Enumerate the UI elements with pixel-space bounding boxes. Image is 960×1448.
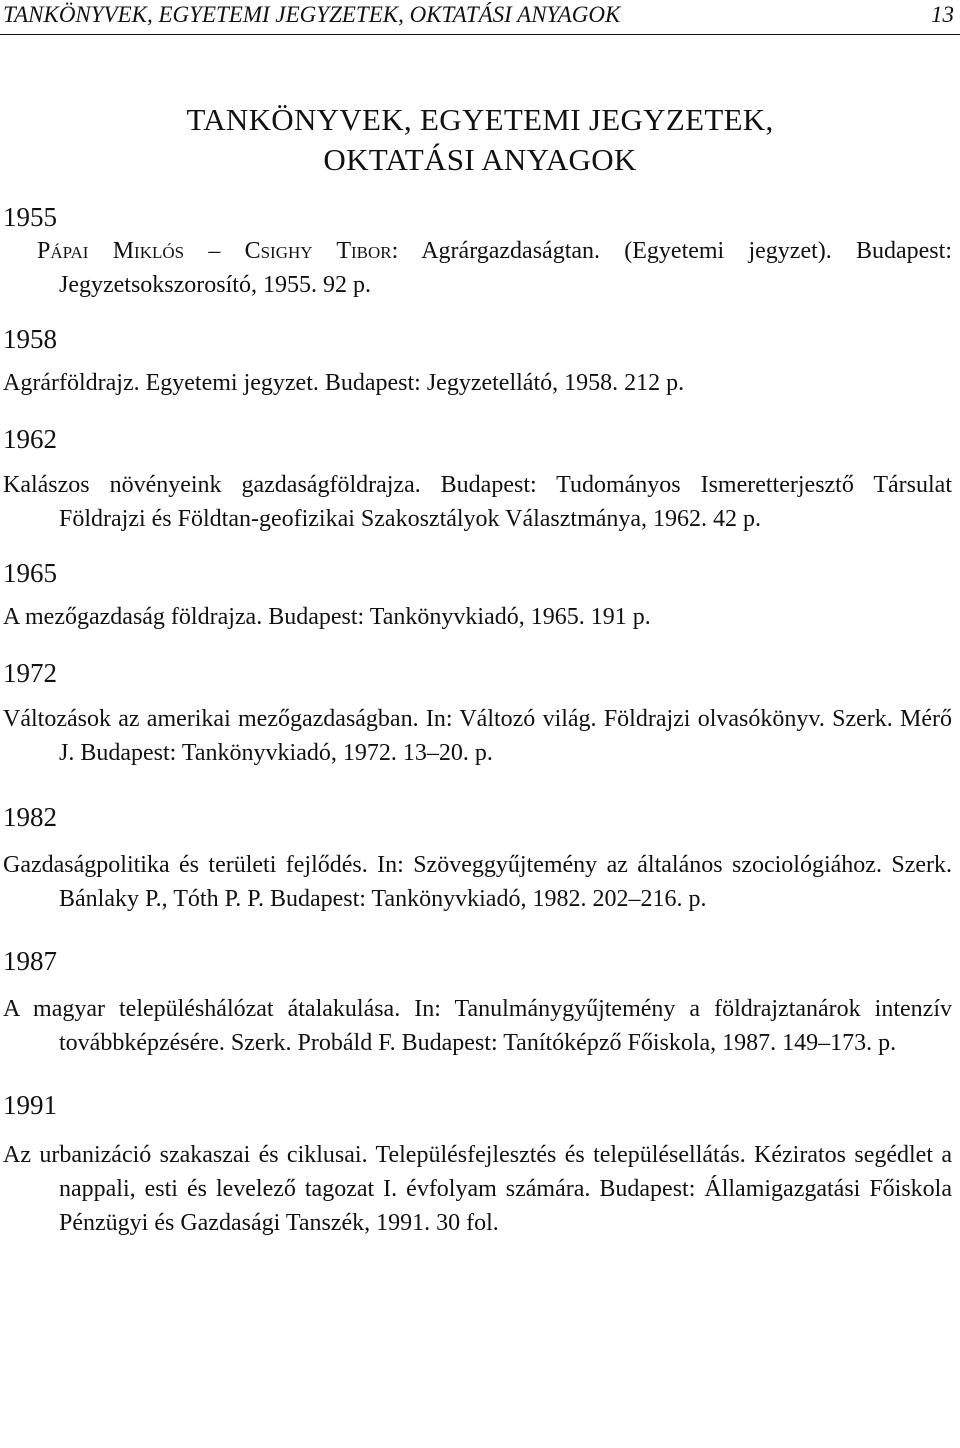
page-number: 13 [931,2,954,27]
section-title [0,100,960,180]
year-heading: 1965 [3,558,57,588]
year-block-1987 [3,944,952,1060]
entry-text: : Agrárgazdaságtan. (Egyetemi jegyzet). Budapest: Jegyzetsokszorosító, 1955. 92 p. [59,238,952,298]
bibliography-entry [3,234,952,302]
bibliography-list [3,200,952,1240]
section-title-line-2: OKTATÁSI ANYAGOK [323,142,637,177]
bibliography-entry: Az urbanizáció szakaszai és ciklusai. Településfejlesztés és településellátás. Kéziratos segédlet a nappali, esti és levelező tagozat I. évfolyam számára. Budapest: Államigazgatási Főiskola Pénzügyi és Gazdasági Tanszék, 1991. 30 fol. [3,1142,952,1236]
section-title-line-1: TANKÖNYVEK, EGYETEMI JEGYZETEK, [186,102,774,137]
year-heading: 1987 [3,946,57,976]
year-block-1958 [3,322,952,400]
bibliography-entry: Kalászos növényeink gazdaságföldrajza. Budapest: Tudományos Ismeretterjesztő Társulat Földrajzi és Földtan-geofizikai Szakosztályok Választmánya, 1962. 42 p. [3,472,952,532]
bibliography-entry: A magyar településhálózat átalakulása. In: Tanulmánygyűjtemény a földrajztanárok intenzív továbbképzésére. Szerk. Probáld F. Budapest: Tanítóképző Főiskola, 1987. 149–173. p. [3,996,952,1056]
year-heading: 1955 [3,202,57,232]
year-heading: 1962 [3,424,57,454]
bibliography-entry: A mezőgazdaság földrajza. Budapest: Tankönyvkiadó, 1965. 191 p. [3,604,651,630]
year-block-1965 [3,556,952,634]
year-block-1991 [3,1088,952,1240]
year-block-1982 [3,800,952,916]
bibliography-entry: Agrárföldrajz. Egyetemi jegyzet. Budapest: Jegyzetellátó, 1958. 212 p. [3,370,685,396]
year-heading: 1982 [3,802,57,832]
year-block-1972 [3,656,952,770]
year-heading: 1958 [3,324,57,354]
year-block-1962 [3,422,952,536]
running-header-title: TANKÖNYVEK, EGYETEMI JEGYZETEK, OKTATÁSI ANYAGOK [3,2,621,27]
entry-authors: Pápai Miklós – Csighy Tibor [37,238,392,264]
running-header [0,0,960,35]
year-block-1955 [3,200,952,302]
year-heading: 1972 [3,658,57,688]
entry-dash [3,234,37,268]
bibliography-entry: Gazdaságpolitika és területi fejlődés. In: Szöveggyűjtemény az általános szociológiához. Szerk. Bánlaky P., Tóth P. P. Budapest: Tankönyvkiadó, 1982. 202–216. p. [3,852,952,912]
bibliography-entry: Változások az amerikai mezőgazdaságban. In: Változó világ. Földrajzi olvasókönyv. Szerk. Mérő J. Budapest: Tankönyvkiadó, 1972. 13–20. p. [3,706,952,766]
year-heading: 1991 [3,1090,57,1120]
